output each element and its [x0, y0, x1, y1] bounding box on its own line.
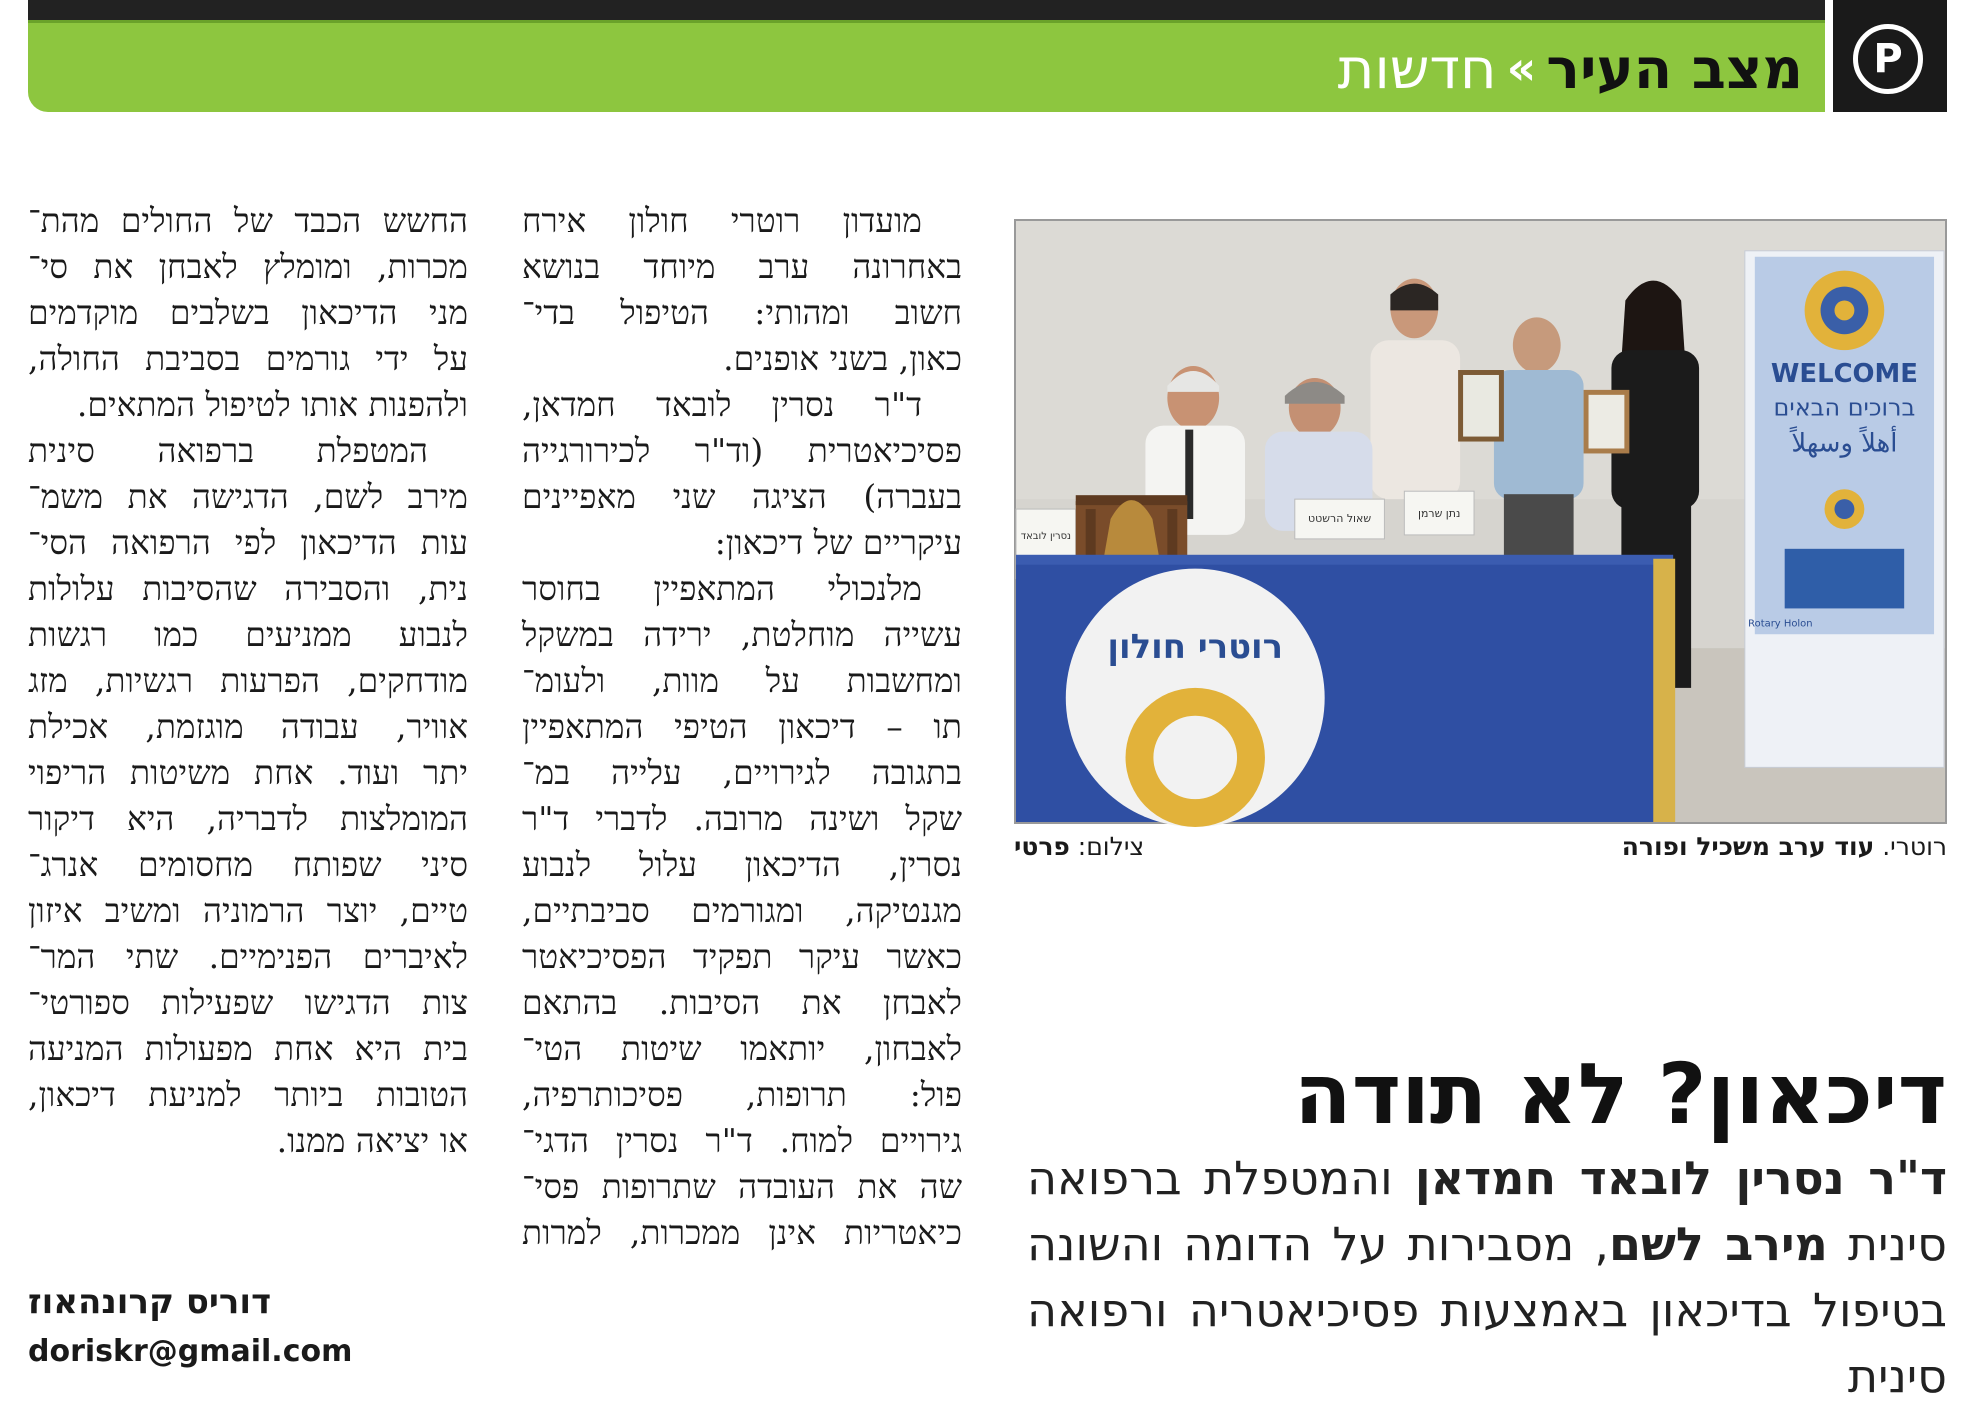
placard-2: נתן שרמן: [1417, 507, 1461, 521]
banner-rotary-small: Rotary Holon: [1748, 618, 1813, 630]
body-line: מודחקים, הפרעות רגשיות, מזג: [28, 661, 468, 700]
banner-welcome: WELCOME: [1770, 358, 1918, 389]
article-headline: דיכאון? לא תודה: [1293, 1045, 1947, 1143]
body-line: בתגובה לגירויים, עלייה במ־: [522, 753, 962, 792]
body-line: לאבחן את הסיבות. בהתאם: [522, 983, 962, 1022]
body-line: ולהפנות אותו לטיפול המתאים.: [76, 385, 468, 424]
body-line: עות הדיכאון לפי הרפואה הסי־: [28, 523, 468, 562]
body-line: טיים, יוצר הרמוניה ומשיב איזון: [28, 891, 468, 930]
lead-text-2: , מסבירות על הדומה והשונה בטיפול בדיכאון באמצעות פסיכיאטריה ורפואה סינית: [1027, 1217, 1947, 1403]
body-line: עיקריים של דיכאון:: [714, 523, 962, 562]
article-column-middle: [522, 198, 962, 1256]
body-line: שקל ושינה מרובה. לדברי ד"ר: [522, 799, 962, 838]
body-line: לנבוע ממניעים כמו רגשות: [28, 615, 468, 654]
body-line: פסיכיאטרית (וד"ר לכירורגייה: [522, 431, 962, 470]
header-green-band: [28, 20, 1825, 112]
placard-3: נסרין לובאד: [1020, 530, 1072, 542]
body-line: מלנכולי המתאפיין בחוסר: [522, 569, 922, 608]
body-line: מגנטיקה, ומגורמים סביבתיים,: [522, 891, 962, 930]
author-email[interactable]: doriskr@gmail.com: [28, 1334, 353, 1369]
author-byline: דוריס קרונהאוז: [28, 1282, 272, 1322]
body-line: גירויים למוח. ד"ר נסרין הדגי־: [522, 1121, 962, 1160]
placard-1: שאול הרשטט: [1308, 512, 1372, 525]
body-line: מני הדיכאון בשלבים מוקדמים: [28, 293, 468, 332]
body-line: כיאטריות אינן ממכרות, למרות: [522, 1213, 962, 1252]
double-chevron-icon: »: [1506, 41, 1537, 95]
body-line: אוויר, עבודה מוגזמת, אכילת: [28, 707, 468, 746]
lead-name-2: מירב לשם: [1608, 1217, 1828, 1271]
body-line: באחרונה ערב מיוחד בנושא: [522, 247, 962, 286]
banner-arabic: أهلاً وسهلاً: [1791, 428, 1898, 459]
body-line: צות הדגישו שפעילות ספורטי־: [28, 983, 468, 1022]
body-line: על ידי גורמים בסביבת החולה,: [28, 339, 468, 378]
photo-credit: [1014, 832, 1144, 861]
article-lead: [1027, 1145, 1947, 1409]
credit-prefix: צילום:: [1077, 832, 1145, 861]
body-line: המומלצות לדבריה, היא דיקור: [28, 799, 468, 838]
body-line: ומחשבות על מוות, ולעומ־: [522, 661, 962, 700]
photo-caption: [1014, 832, 1947, 868]
body-line: מכרות, ומומלץ לאבחן את סי־: [28, 247, 468, 286]
body-line: לאבחון, יותאמו שיטות הטי־: [522, 1029, 962, 1068]
body-line: החשש הכבד של החולים מהת־: [28, 201, 468, 240]
credit-name: פרטי: [1014, 832, 1070, 861]
body-line: נסרין, הדיכאון עלול לנבוע: [522, 845, 962, 884]
caption-bold: עוד ערב משכיל ופורה: [1621, 832, 1875, 861]
caption-main: [1622, 832, 1947, 861]
body-line: יתר ועוד. אחת משיטות הריפוי: [28, 753, 468, 792]
body-line: נית, והסבירה שהסיבות עלולות: [28, 569, 468, 608]
banner-hebrew: ברוכים הבאים: [1773, 393, 1916, 422]
photo-illustration: [1016, 221, 1945, 822]
body-line: המטפלת ברפואה סינית: [28, 431, 428, 470]
body-line: עשייה מוחלטת, ירידה במשקל: [522, 615, 962, 654]
body-line: ד"ר נסרין לובאד חמדאן,: [522, 385, 922, 424]
publication-logo: [1833, 0, 1947, 112]
section-name: מצב העיר: [1546, 37, 1803, 102]
header-bar: [28, 0, 1825, 112]
article-column-left: [28, 198, 468, 1164]
section-title: [1337, 37, 1803, 102]
article-photo: [1014, 219, 1947, 824]
body-line: בית היא אחת מפעולות המניעה: [28, 1029, 468, 1068]
header-rule: [28, 20, 1825, 23]
tablecloth-text: רוטרי חולון: [1107, 627, 1284, 667]
lead-name-1: ד"ר נסרין לובאד חמדאן: [1414, 1151, 1947, 1205]
body-line: פול: תרופות, פסיכותרפיה,: [522, 1075, 962, 1114]
body-line: בעברה) הציגה שני מאפיינים: [522, 477, 962, 516]
body-line: כאשר עיקר תפקיד הפסיכיאטר: [522, 937, 962, 976]
logo-circle-icon: P: [1853, 24, 1923, 94]
body-line: תו – דיכאון הטיפי המתאפיין: [522, 707, 962, 746]
body-line: כאון, בשני אופנים.: [723, 339, 962, 378]
body-line: הטובות ביותר למניעת דיכאון,: [28, 1075, 468, 1114]
body-line: מועדון רוטרי חולון אירח: [522, 201, 922, 240]
body-line: או יציאה ממנו.: [276, 1121, 468, 1160]
body-line: מירב לשם, הדגישה את משמ־: [28, 477, 468, 516]
lead-text-1: והמטפלת ברפואה סינית: [1027, 1151, 1947, 1271]
caption-prefix: רוטרי.: [1882, 832, 1947, 861]
section-category: חדשות: [1337, 37, 1497, 102]
body-line: לאיברים הפנימיים. שתי המר־: [28, 937, 468, 976]
header-dark-strip: [28, 0, 1825, 20]
body-line: חשוב ומהותי: הטיפול בדי־: [522, 293, 962, 332]
body-line: סיני שפותח מחסומים אנרג־: [28, 845, 468, 884]
body-line: שה את העובדה שתרופות פסי־: [522, 1167, 962, 1206]
